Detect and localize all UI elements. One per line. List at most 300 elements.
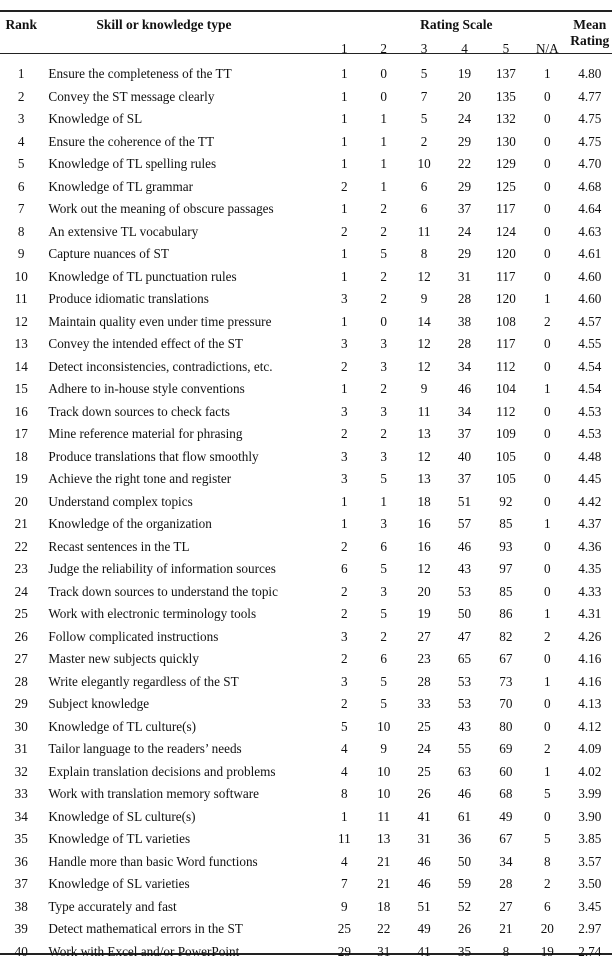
mean-cell: 4.33: [578, 583, 602, 599]
rating-4-cell: 53: [457, 673, 472, 689]
rating-1-cell: 2: [341, 583, 348, 599]
table-row: [0, 266, 612, 289]
rank-cell: 39: [14, 921, 28, 936]
na-cell: 0: [544, 538, 551, 554]
skills-rating-table: [0, 12, 612, 963]
rank-cell: 29: [14, 696, 28, 711]
rank-cell: 13: [14, 336, 28, 351]
mean-header-line2: Rating: [570, 33, 610, 48]
mean-cell: 3.57: [578, 853, 602, 869]
mean-cell: 4.53: [578, 426, 602, 441]
rating-5-cell: 132: [496, 111, 516, 126]
skill-cell: Achieve the right tone and register: [48, 471, 232, 486]
rating-4-cell: 31: [457, 268, 472, 284]
rating-3-cell: 14: [417, 313, 431, 329]
skill-cell: Knowledge of SL: [48, 111, 143, 126]
rating-4-cell: 43: [457, 561, 472, 576]
skill-cell: Ensure the coherence of the TT: [48, 133, 215, 149]
table-row: [0, 108, 612, 131]
rating-2-cell: 2: [380, 223, 387, 239]
rank-cell: 25: [14, 606, 28, 621]
rating-3-cell: 12: [417, 448, 431, 464]
rating-1-cell: 29: [337, 943, 351, 959]
rating-2-cell: 0: [380, 66, 387, 81]
na-cell: 1: [544, 381, 551, 396]
skill-cell: Work with Excel and/or PowerPoint: [48, 943, 240, 959]
rating-3-cell: 8: [420, 246, 428, 261]
rating-3-cell: 9: [420, 381, 428, 396]
rating-3-cell: 5: [420, 66, 428, 81]
rank-cell: 32: [14, 763, 28, 779]
na-cell: 0: [544, 178, 551, 194]
rank-cell: 19: [14, 471, 28, 486]
mean-cell: 4.64: [578, 201, 602, 216]
rating-2-cell: 1: [380, 156, 387, 171]
rating-2-cell: 5: [380, 561, 387, 576]
rating-1-cell: 9: [341, 898, 348, 914]
table-row: [0, 693, 612, 716]
rating-3-cell: 25: [417, 763, 431, 779]
mean-cell: 4.57: [578, 313, 602, 329]
rating-2-cell: 2: [380, 426, 387, 441]
rating-1-cell: 1: [341, 808, 348, 824]
rating-4-cell: 34: [457, 403, 472, 419]
mean-rating-header: [568, 12, 612, 59]
rating-5-cell: 85: [499, 583, 513, 599]
na-cell: 0: [544, 358, 551, 374]
mean-cell: 4.16: [578, 673, 602, 689]
rank-cell: 6: [17, 178, 25, 194]
rating-2-cell: 21: [377, 876, 391, 891]
rating-3-cell: 13: [417, 471, 431, 486]
rating-1-cell: 3: [341, 403, 348, 419]
table-row: [0, 153, 612, 176]
rating-3-cell: 10: [417, 156, 431, 171]
rating-4-cell: 35: [457, 943, 472, 959]
table-row: [0, 648, 612, 671]
rating-2-cell: 2: [380, 268, 387, 284]
rank-cell: 2: [17, 88, 25, 104]
skill-cell: Work out the meaning of obscure passages: [48, 201, 274, 216]
rating-5-cell: 117: [496, 268, 516, 284]
na-cell: 0: [544, 448, 551, 464]
rating-2-cell: 5: [380, 246, 387, 261]
skill-cell: Judge the reliability of information sources: [48, 561, 276, 576]
scale-col-na: N/A: [535, 41, 559, 56]
rating-2-cell: 3: [380, 583, 387, 599]
rank-cell: 33: [14, 786, 28, 801]
rating-4-cell: 34: [457, 358, 472, 374]
na-cell: 0: [544, 718, 551, 734]
rating-3-cell: 12: [417, 336, 431, 351]
mean-cell: 4.68: [578, 178, 602, 194]
rating-4-cell: 28: [457, 336, 472, 351]
na-cell: 1: [544, 763, 551, 779]
rating-1-cell: 1: [341, 66, 348, 81]
rank-cell: 21: [14, 516, 28, 531]
mean-cell: 4.80: [578, 66, 602, 81]
rating-3-cell: 12: [417, 268, 431, 284]
rating-3-cell: 11: [417, 223, 431, 239]
scale-col-4: 4: [461, 41, 468, 56]
mean-cell: 4.42: [578, 493, 602, 509]
mean-cell: 4.37: [578, 516, 602, 531]
rating-3-cell: 16: [417, 538, 431, 554]
rank-cell: 16: [14, 403, 28, 419]
rating-4-cell: 38: [457, 313, 472, 329]
mean-cell: 4.26: [578, 628, 602, 644]
rating-1-cell: 1: [341, 246, 348, 261]
rating-2-cell: 5: [380, 673, 387, 689]
rank-cell: 14: [14, 358, 28, 374]
skill-cell: Understand complex topics: [48, 493, 193, 509]
na-cell: 0: [544, 426, 551, 441]
na-cell: 2: [544, 313, 551, 329]
scale-col-1: 1: [341, 41, 348, 56]
rating-4-cell: 59: [457, 876, 472, 891]
rating-4-cell: 53: [457, 583, 472, 599]
rating-2-cell: 2: [380, 381, 387, 396]
table-row: [0, 828, 612, 851]
scale-col-2: 2: [380, 41, 387, 56]
rating-1-cell: 1: [341, 111, 348, 126]
rating-3-cell: 2: [420, 133, 428, 149]
na-cell: 8: [544, 853, 551, 869]
na-cell: 0: [544, 403, 551, 419]
rating-5-cell: 120: [496, 246, 516, 261]
rating-5-cell: 124: [496, 223, 516, 239]
rating-1-cell: 1: [341, 516, 348, 531]
mean-cell: 4.61: [578, 246, 602, 261]
rating-2-cell: 3: [380, 448, 387, 464]
rank-cell: 23: [14, 561, 28, 576]
rating-3-cell: 20: [417, 583, 431, 599]
rating-5-cell: 8: [502, 943, 510, 959]
rating-5-cell: 97: [499, 561, 513, 576]
blank-header: [42, 41, 325, 59]
rank-cell: 30: [14, 718, 28, 734]
rating-4-cell: 51: [457, 493, 472, 509]
skill-cell: Adhere to in-house style conventions: [48, 381, 245, 396]
skill-cell: Explain translation decisions and problems: [48, 763, 276, 779]
skill-cell: Produce idiomatic translations: [48, 291, 209, 306]
rating-5-cell: 135: [496, 88, 516, 104]
rank-cell: 8: [17, 223, 25, 239]
table-row: [0, 63, 612, 86]
table-row: [0, 581, 612, 604]
rating-1-cell: 3: [341, 448, 348, 464]
rank-cell: 18: [14, 448, 28, 464]
table-row: [0, 671, 612, 694]
rating-2-cell: 6: [380, 538, 387, 554]
table-body: [0, 59, 612, 963]
rating-4-cell: 26: [457, 921, 472, 936]
rating-1-cell: 3: [341, 628, 348, 644]
rating-1-cell: 2: [341, 696, 348, 711]
rating-3-cell: 31: [417, 831, 431, 846]
na-cell: 0: [544, 246, 551, 261]
rating-5-cell: 105: [496, 448, 516, 464]
rating-3-cell: 41: [417, 808, 431, 824]
table-row: [0, 333, 612, 356]
rank-cell: 3: [17, 111, 25, 126]
skill-cell: Capture nuances of ST: [48, 246, 169, 261]
skill-cell: Detect mathematical errors in the ST: [48, 921, 243, 936]
mean-cell: 3.90: [578, 808, 602, 824]
na-cell: 5: [544, 831, 551, 846]
table-row: [0, 738, 612, 761]
rating-3-cell: 5: [420, 111, 428, 126]
skill-cell: Track down sources to check facts: [48, 403, 230, 419]
rating-5-cell: 70: [499, 696, 513, 711]
rank-cell: 15: [14, 381, 28, 396]
rating-1-cell: 2: [341, 358, 348, 374]
rank-cell: 20: [14, 493, 28, 509]
rating-5-cell: 67: [499, 831, 513, 846]
table-row: [0, 536, 612, 559]
mean-cell: 3.99: [578, 786, 602, 801]
rating-5-cell: 67: [499, 651, 513, 666]
rating-4-cell: 24: [457, 223, 472, 239]
mean-cell: 4.13: [578, 696, 602, 711]
rating-scale-header: Rating Scale: [420, 17, 493, 32]
rating-1-cell: 1: [341, 156, 348, 171]
na-cell: 0: [544, 88, 551, 104]
na-cell: 0: [544, 336, 551, 351]
rating-3-cell: 16: [417, 516, 431, 531]
rating-5-cell: 130: [496, 133, 516, 149]
rating-1-cell: 1: [341, 133, 348, 149]
rating-2-cell: 10: [377, 763, 391, 779]
rating-2-cell: 1: [380, 178, 387, 194]
rating-2-cell: 9: [380, 741, 387, 756]
table-row: [0, 873, 612, 896]
table-row: [0, 941, 612, 964]
na-cell: 0: [544, 808, 551, 824]
rating-5-cell: 92: [499, 493, 513, 509]
rating-3-cell: 23: [417, 651, 431, 666]
rating-4-cell: 37: [457, 471, 472, 486]
na-cell: 1: [544, 606, 551, 621]
skill-cell: Knowledge of the organization: [48, 516, 212, 531]
skill-cell: Knowledge of TL varieties: [48, 831, 191, 846]
rating-3-cell: 28: [417, 673, 431, 689]
skill-cell: Work with translation memory software: [48, 786, 260, 801]
mean-cell: 4.31: [578, 606, 602, 621]
rating-1-cell: 2: [341, 651, 348, 666]
skill-cell: Knowledge of TL spelling rules: [48, 156, 217, 171]
rank-cell: 9: [17, 246, 25, 261]
rating-3-cell: 46: [417, 853, 431, 869]
rating-5-cell: 60: [499, 763, 513, 779]
mean-cell: 4.36: [578, 538, 602, 554]
rating-4-cell: 61: [457, 808, 472, 824]
table-row: [0, 761, 612, 784]
rating-5-cell: 86: [499, 606, 513, 621]
na-cell: 2: [544, 628, 551, 644]
na-cell: 0: [544, 696, 551, 711]
mean-cell: 2.74: [578, 943, 602, 959]
rating-2-cell: 21: [377, 853, 391, 869]
mean-cell: 4.48: [578, 448, 602, 464]
rank-cell: 27: [14, 651, 28, 666]
rank-cell: 5: [17, 156, 25, 171]
table-row: [0, 626, 612, 649]
rating-3-cell: 27: [417, 628, 431, 644]
rating-5-cell: 68: [499, 786, 513, 801]
skill-cell: Recast sentences in the TL: [48, 538, 190, 554]
rating-1-cell: 1: [341, 201, 348, 216]
rating-5-cell: 69: [499, 741, 513, 756]
table-row: [0, 176, 612, 199]
rating-2-cell: 18: [377, 898, 391, 914]
rating-1-cell: 25: [337, 921, 351, 936]
mean-cell: 4.60: [578, 268, 602, 284]
rating-3-cell: 6: [420, 201, 428, 216]
rating-1-cell: 2: [341, 178, 348, 194]
rating-4-cell: 47: [457, 628, 472, 644]
scale-col-3: 3: [420, 41, 428, 56]
skill-cell: Knowledge of SL varieties: [48, 876, 190, 891]
rating-3-cell: 26: [417, 786, 431, 801]
table-row: [0, 806, 612, 829]
rating-5-cell: 125: [496, 178, 516, 194]
rating-5-cell: 120: [496, 291, 516, 306]
rating-3-cell: 11: [417, 403, 431, 419]
rating-2-cell: 22: [377, 921, 391, 936]
rating-1-cell: 5: [341, 718, 348, 734]
mean-cell: 4.75: [578, 111, 602, 126]
rating-3-cell: 46: [417, 876, 431, 891]
rating-5-cell: 112: [496, 358, 516, 374]
table-row: [0, 378, 612, 401]
rating-4-cell: 22: [457, 156, 472, 171]
skill-header: Skill or knowledge type: [96, 17, 232, 32]
rating-5-cell: 112: [496, 403, 516, 419]
rating-4-cell: 20: [457, 88, 472, 104]
skill-cell: Convey the ST message clearly: [48, 88, 215, 104]
mean-cell: 4.75: [578, 133, 602, 149]
skill-cell: Ensure the completeness of the TT: [48, 66, 232, 81]
na-cell: 0: [544, 223, 551, 239]
table-row: [0, 423, 612, 446]
rating-1-cell: 1: [341, 313, 348, 329]
skill-cell: Detect inconsistencies, contradictions, etc.: [48, 358, 273, 374]
table-row: [0, 918, 612, 941]
table-row: [0, 288, 612, 311]
rating-4-cell: 52: [457, 898, 472, 914]
rating-5-cell: 117: [496, 336, 516, 351]
rating-1-cell: 2: [341, 606, 348, 621]
rating-2-cell: 2: [380, 291, 387, 306]
table-row: [0, 221, 612, 244]
skill-cell: Knowledge of TL punctuation rules: [48, 268, 237, 284]
rating-1-cell: 1: [341, 268, 348, 284]
rating-3-cell: 9: [420, 291, 428, 306]
rating-2-cell: 3: [380, 336, 387, 351]
table-row: [0, 356, 612, 379]
rank-cell: 4: [17, 133, 25, 149]
skill-cell: Tailor language to the readers’ needs: [48, 741, 242, 756]
rating-5-cell: 105: [496, 471, 516, 486]
skill-cell: Knowledge of TL grammar: [48, 178, 194, 194]
mean-cell: 4.60: [578, 291, 602, 306]
rating-1-cell: 7: [341, 876, 348, 891]
rating-5-cell: 85: [499, 516, 513, 531]
na-cell: 19: [540, 943, 554, 959]
rating-5-cell: 27: [499, 898, 513, 914]
rank-cell: 31: [14, 741, 28, 756]
rating-1-cell: 3: [341, 291, 348, 306]
rating-2-cell: 2: [380, 628, 387, 644]
rating-3-cell: 49: [417, 921, 431, 936]
rating-5-cell: 137: [496, 66, 516, 81]
table-row: [0, 851, 612, 874]
mean-cell: 4.77: [578, 88, 602, 104]
rank-cell: 1: [17, 66, 25, 81]
rating-1-cell: 1: [341, 381, 348, 396]
table-row: [0, 716, 612, 739]
rank-cell: 36: [14, 853, 28, 869]
rating-2-cell: 11: [377, 808, 391, 824]
blank-header: [0, 41, 42, 59]
skill-cell: Knowledge of TL culture(s): [48, 718, 196, 734]
rating-3-cell: 25: [417, 718, 431, 734]
rating-5-cell: 108: [496, 313, 516, 329]
rating-3-cell: 6: [420, 178, 428, 194]
rating-4-cell: 43: [457, 718, 472, 734]
mean-cell: 4.09: [578, 741, 602, 756]
rank-cell: 26: [14, 628, 28, 644]
rank-cell: 28: [14, 673, 28, 689]
skill-cell: Subject knowledge: [48, 696, 150, 711]
rating-2-cell: 5: [380, 471, 387, 486]
rating-2-cell: 2: [380, 201, 387, 216]
skill-cell: An extensive TL vocabulary: [48, 223, 199, 239]
rating-4-cell: 55: [457, 741, 472, 756]
rating-5-cell: 28: [499, 876, 513, 891]
na-cell: 1: [544, 291, 551, 306]
skill-cell: Master new subjects quickly: [48, 651, 199, 666]
rating-1-cell: 4: [341, 763, 348, 779]
rating-1-cell: 4: [341, 853, 348, 869]
rank-cell: 38: [14, 898, 28, 914]
rating-4-cell: 53: [457, 696, 472, 711]
skill-cell: Track down sources to understand the topic: [48, 583, 278, 599]
rating-5-cell: 49: [499, 808, 513, 824]
na-cell: 0: [544, 561, 551, 576]
skill-cell: Write elegantly regardless of the ST: [48, 673, 239, 689]
rank-cell: 17: [14, 426, 28, 441]
table-header: [0, 12, 612, 59]
skill-cell: Type accurately and fast: [48, 898, 177, 914]
rank-cell: 22: [14, 538, 28, 554]
rating-3-cell: 19: [417, 606, 431, 621]
na-cell: 1: [544, 673, 551, 689]
rating-5-cell: 21: [499, 921, 513, 936]
na-cell: 0: [544, 651, 551, 666]
rating-3-cell: 51: [417, 898, 431, 914]
rating-4-cell: 65: [457, 651, 472, 666]
table-row: [0, 513, 612, 536]
table-row: [0, 558, 612, 581]
rating-1-cell: 6: [341, 561, 348, 576]
skill-cell: Maintain quality even under time pressure: [48, 313, 272, 329]
skill-cell: Follow complicated instructions: [48, 628, 219, 644]
mean-cell: 3.50: [578, 876, 602, 891]
rating-2-cell: 10: [377, 718, 391, 734]
rank-cell: 24: [14, 583, 28, 599]
